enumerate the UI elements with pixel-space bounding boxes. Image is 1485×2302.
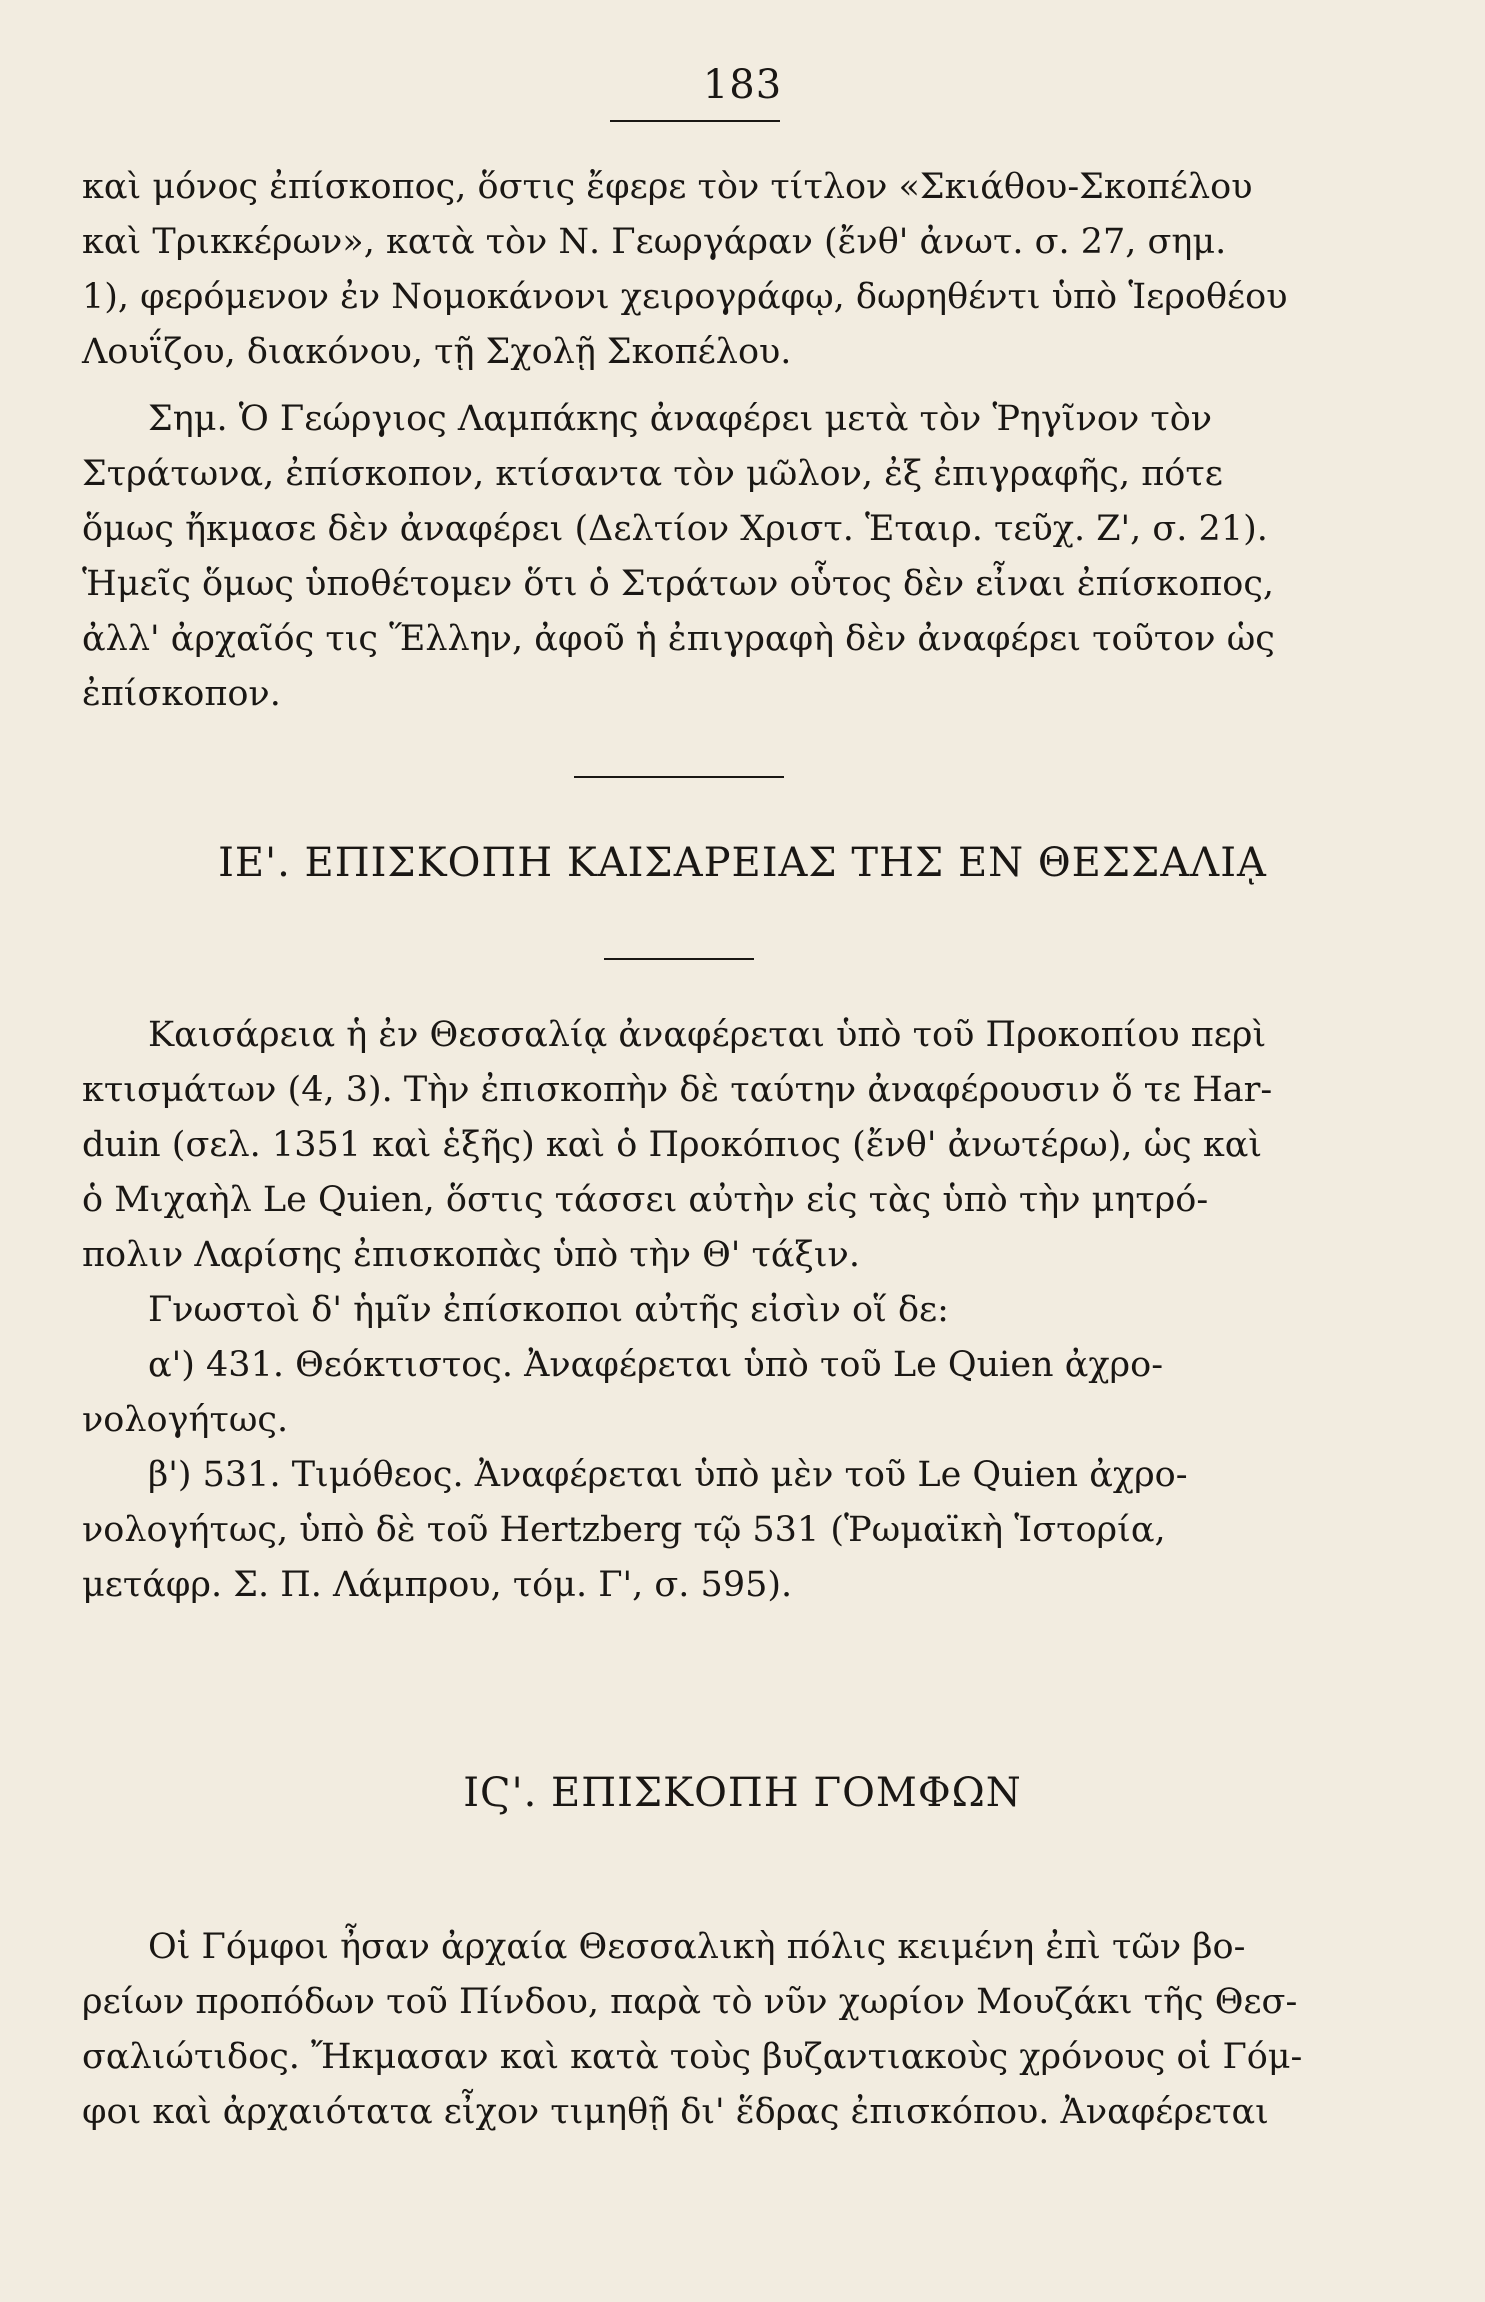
text-line: μετάφρ. Σ. Π. Λάμπρου, τόμ. Γ', σ. 595). [82, 1565, 793, 1605]
text-line: Οἱ Γόμφοι ἦσαν ἀρχαία Θεσσαλικὴ πόλις κειμένη ἐπὶ τῶν βο- [148, 1927, 1246, 1967]
text-line: duin (σελ. 1351 καὶ ἑξῆς) καὶ ὁ Προκόπιος (ἔνθ' ἀνωτέρω), ὡς καὶ [82, 1125, 1263, 1165]
text-line: νολογήτως, ὑπὸ δὲ τοῦ Hertzberg τῷ 531 (Ῥωμαϊκὴ Ἱστορία, [82, 1510, 1166, 1550]
text-line: ἐπίσκοπον. [82, 674, 281, 714]
text-line: ὅμως ἤκμασε δὲν ἀναφέρει (Δελτίον Χριστ. Ἑταιρ. τεῦχ. Ζ', σ. 21). [82, 509, 1268, 549]
section-heading-kaisareia: ΙΕ'. ΕΠΙΣΚΟΠΗ ΚΑΙΣΑΡΕΙΑΣ ΤΗΣ ΕΝ ΘΕΣΣΑΛΙᾼ [218, 840, 1267, 886]
section-divider [574, 776, 784, 778]
paragraph-known-bishops [82, 1283, 1282, 1338]
text-line: ὁ Μιχαὴλ Le Quien, ὅστις τάσσει αὐτὴν εἰς τὰς ὑπὸ τὴν μητρό- [82, 1180, 1209, 1220]
entry-timotheos [82, 1448, 1282, 1613]
text-line: Γνωστοὶ δ' ἡμῖν ἐπίσκοποι αὐτῆς εἰσὶν οἵ δε: [148, 1290, 949, 1330]
text-line: ἀλλ' ἀρχαῖός τις Ἕλλην, ἀφοῦ ἡ ἐπιγραφὴ δὲν ἀναφέρει τοῦτον ὡς [82, 619, 1275, 659]
text-line: κτισμάτων (4, 3). Τὴν ἐπισκοπὴν δὲ ταύτην ἀναφέρουσιν ὅ τε Har- [82, 1070, 1273, 1110]
text-line: Λουΐζου, διακόνου, τῇ Σχολῇ Σκοπέλου. [82, 332, 792, 372]
text-line: σαλιώτιδος. Ἤκμασαν καὶ κατὰ τοὺς βυζαντιακοὺς χρόνους οἱ Γόμ- [82, 2037, 1303, 2077]
page-number-rule [610, 120, 780, 122]
text-line: Ἡμεῖς ὅμως ὑποθέτομεν ὅτι ὁ Στράτων οὗτος δὲν εἶναι ἐπίσκοπος, [82, 564, 1275, 604]
paragraph-skiathos [82, 160, 1288, 380]
paragraph-note-straton [82, 392, 1282, 722]
text-line: α') 431. Θεόκτιστος. Ἀναφέρεται ὑπὸ τοῦ Le Quien ἀχρο- [148, 1345, 1164, 1385]
text-line: 1), φερόμενον ἐν Νομοκάνονι χειρογράφῳ, δωρηθέντι ὑπὸ Ἱεροθέου [82, 277, 1288, 317]
text-line: Στράτωνα, ἐπίσκοπον, κτίσαντα τὸν μῶλον, ἐξ ἐπιγραφῆς, πότε [82, 454, 1223, 494]
text-line: φοι καὶ ἀρχαιότατα εἶχον τιμηθῇ δι' ἕδρας ἐπισκόπου. Ἀναφέρεται [82, 2092, 1269, 2132]
text-line: πολιν Λαρίσης ἐπισκοπὰς ὑπὸ τὴν Θ' τάξιν. [82, 1235, 860, 1275]
text-line: Σημ. Ὁ Γεώργιος Λαμπάκης ἀναφέρει μετὰ τὸν Ῥηγῖνον τὸν [148, 399, 1213, 439]
entry-theoktistos [82, 1338, 1282, 1448]
text-line: ρείων προπόδων τοῦ Πίνδου, παρὰ τὸ νῦν χωρίον Μουζάκι τῆς Θεσ- [82, 1982, 1298, 2022]
text-line: καὶ Τρικκέρων», κατὰ τὸν Ν. Γεωργάραν (ἔνθ' ἀνωτ. σ. 27, σημ. [82, 222, 1227, 262]
section-divider [604, 958, 754, 960]
paragraph-gomphoi [82, 1920, 1303, 2140]
text-line: νολογήτως. [82, 1400, 289, 1440]
section-heading-gomphoi: ΙϚ'. ΕΠΙΣΚΟΠΗ ΓΟΜΦΩΝ [463, 1770, 1022, 1816]
text-line: β') 531. Τιμόθεος. Ἀναφέρεται ὑπὸ μὲν τοῦ Le Quien ἀχρο- [148, 1455, 1188, 1495]
page-number: 183 [702, 62, 783, 108]
paragraph-kaisareia [82, 1008, 1282, 1283]
text-line: Καισάρεια ἡ ἐν Θεσσαλίᾳ ἀναφέρεται ὑπὸ τοῦ Προκοπίου περὶ [148, 1015, 1267, 1055]
text-line: καὶ μόνος ἐπίσκοπος, ὅστις ἔφερε τὸν τίτλον «Σκιάθου-Σκοπέλου [82, 167, 1253, 207]
